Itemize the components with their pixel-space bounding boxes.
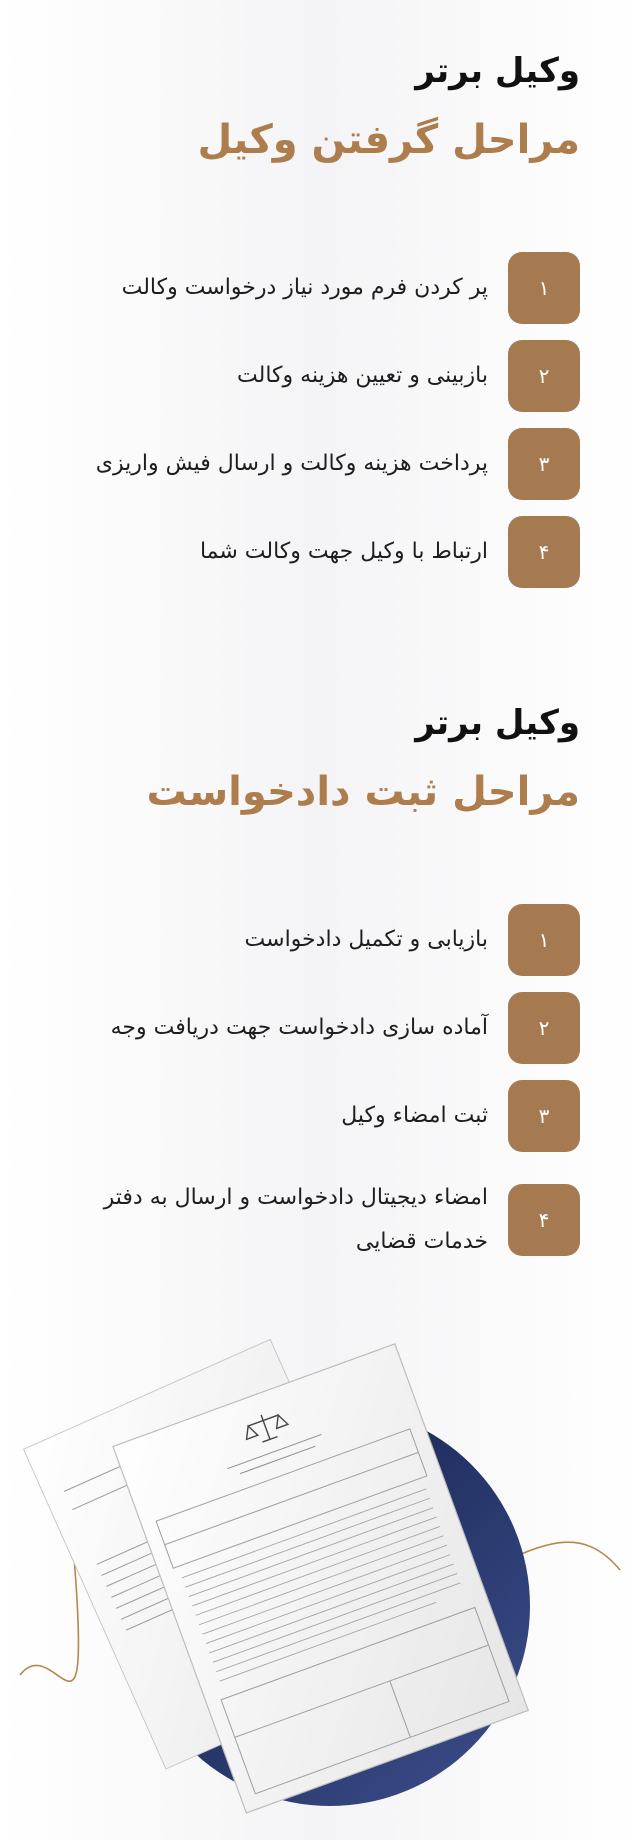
step-label: امضاء دیجیتال دادخواست و ارسال به دفتر خدمات قضایی [103,1185,488,1254]
step-number-badge: ۱ [508,252,580,324]
step-number-badge: ۱ [508,904,580,976]
steps-list [40,904,580,1288]
list-item [40,252,580,324]
list-item [40,340,580,412]
step-number-badge: ۲ [508,992,580,1064]
list-item [40,1168,580,1272]
step-number-badge: ۳ [508,1080,580,1152]
step-number-badge: ۳ [508,428,580,500]
step-number-badge: ۴ [508,1184,580,1256]
step-label: ثبت امضاء وکیل [341,1103,488,1128]
section-title: مراحل گرفتن وکیل [197,117,580,163]
steps-list [40,252,580,604]
step-label: آماده سازی دادخواست جهت دریافت وجه [110,1015,488,1040]
step-label: پرداخت هزینه وکالت و ارسال فیش واریزی [95,451,488,476]
section-lawyer-steps [40,51,580,564]
step-label: بازیابی و تکمیل دادخواست [244,927,488,952]
list-item [40,1080,580,1152]
section-petition-steps [40,703,580,1254]
list-item [40,992,580,1064]
documents-image [0,1330,640,1836]
list-item [40,904,580,976]
list-item [40,428,580,500]
step-number-badge: ۴ [508,516,580,588]
step-label: ارتباط با وکیل جهت وکالت شما [199,539,488,564]
list-item [40,516,580,588]
section-brand: وکیل برتر [415,51,580,91]
documents-illustration [0,1330,640,1836]
section-brand: وکیل برتر [415,703,580,743]
step-label: بازبینی و تعیین هزینه وکالت [237,363,488,388]
section-title: مراحل ثبت دادخواست [146,769,580,815]
step-number-badge: ۲ [508,340,580,412]
step-label: پر کردن فرم مورد نیاز درخواست وکالت [121,275,488,300]
